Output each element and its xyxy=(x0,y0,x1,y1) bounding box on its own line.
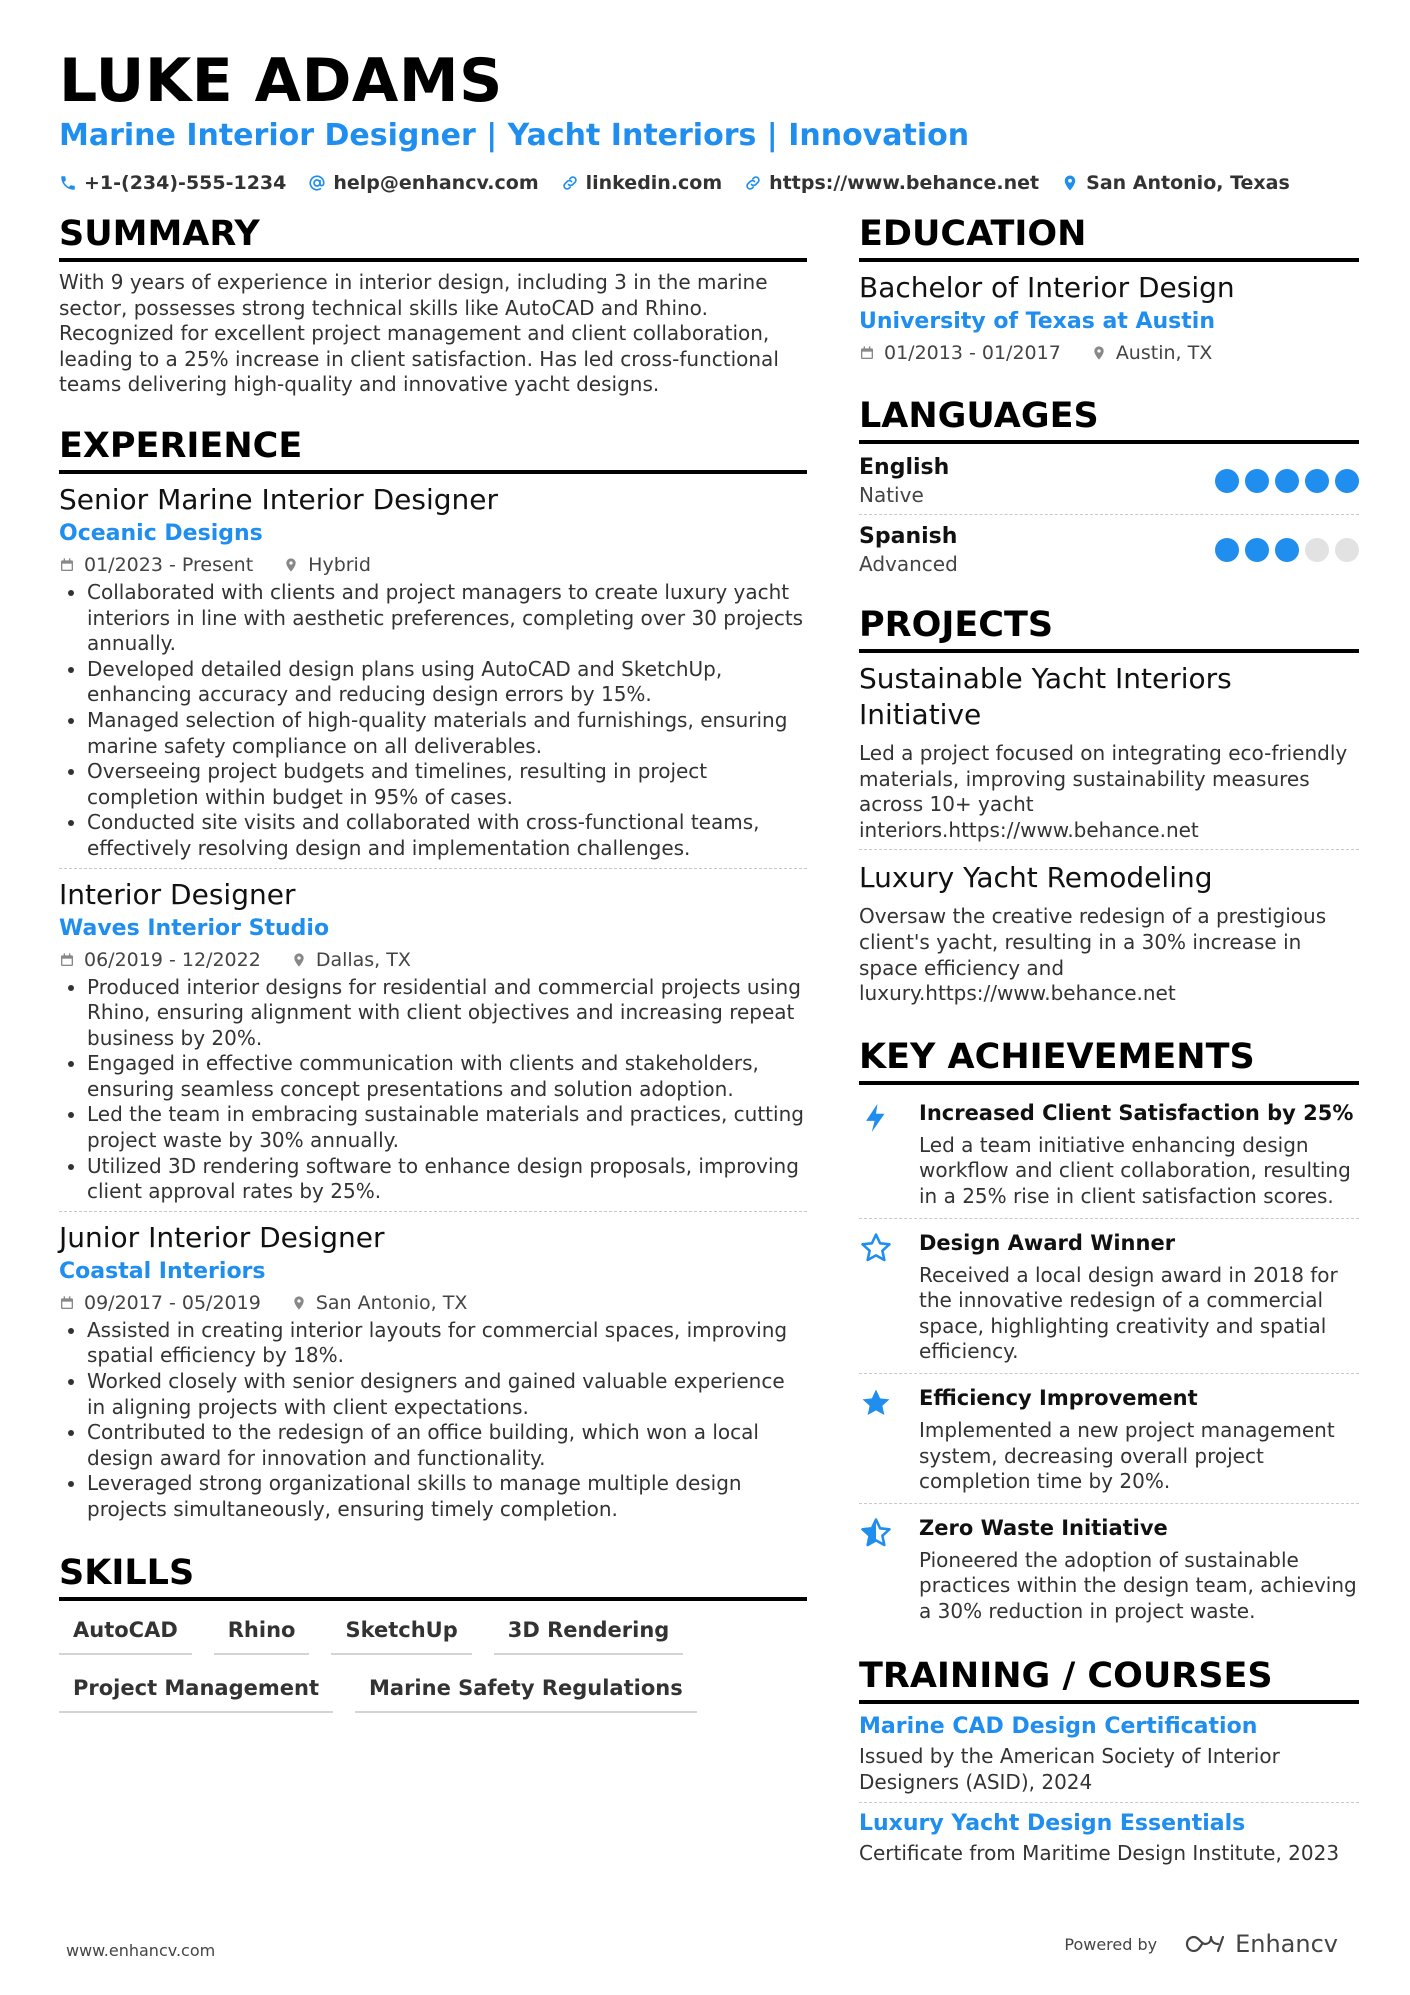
section-title-experience: EXPERIENCE xyxy=(59,424,807,474)
experience-section xyxy=(59,424,807,1529)
rating-dot-empty xyxy=(1335,538,1359,562)
language-rating xyxy=(1215,469,1359,493)
achievement-item xyxy=(859,1378,1359,1504)
achievements-section xyxy=(859,1035,1359,1633)
school-name: University of Texas at Austin xyxy=(859,309,1215,334)
course-description: Issued by the American Society of Interior Designers (ASID), 2024 xyxy=(859,1744,1280,1795)
contact-location-text: San Antonio, Texas xyxy=(1086,172,1290,194)
section-title-skills: SKILLS xyxy=(59,1551,807,1601)
star-filled-icon xyxy=(859,1382,919,1495)
project-title: Sustainable Yacht Interiors Initiative xyxy=(859,662,1232,731)
section-title-training: TRAINING / COURSES xyxy=(859,1654,1359,1704)
powered-by-label: Powered by xyxy=(1064,1934,1158,1954)
location-pin-icon xyxy=(1091,345,1107,361)
job-title: Interior Designer xyxy=(59,877,296,911)
list-item: • Engaged in effective communication with clients and stakeholders, ensuring seamless concept presentations and solution adoption. xyxy=(87,1051,807,1102)
projects-section xyxy=(859,603,1359,1013)
left-column xyxy=(59,212,807,1739)
calendar-icon xyxy=(859,345,875,361)
job-bullets xyxy=(59,1318,807,1523)
rating-dot-filled xyxy=(1245,469,1269,493)
list-item: • Worked closely with senior designers and gained valuable experience in aligning projects with client expectations. xyxy=(87,1369,807,1420)
section-title-education: EDUCATION xyxy=(859,212,1359,262)
job-bullets xyxy=(59,975,807,1205)
skill-tag: 3D Rendering xyxy=(494,1611,684,1655)
at-icon xyxy=(308,174,326,192)
job-location: San Antonio, TX xyxy=(291,1288,468,1318)
location-pin-icon xyxy=(291,1295,307,1311)
project-description: Oversaw the creative redesign of a prestigious client's yacht, resulting in a 30% increase in space efficiency and luxury.https://www.behance.net xyxy=(859,904,1327,1006)
language-name: Spanish xyxy=(859,524,958,549)
skill-tag: AutoCAD xyxy=(59,1611,192,1655)
skills-list xyxy=(59,1611,807,1713)
right-column xyxy=(859,212,1359,1898)
achievement-description: Pioneered the adoption of sustainable practices within the design team, achieving a 30% reduction in project waste. xyxy=(919,1547,1357,1623)
list-item: • Produced interior designs for residential and commercial projects using Rhino, ensuring alignment with client objectives and increasing repeat business by 20%. xyxy=(87,975,807,1052)
summary-text: With 9 years of experience in interior design, including 3 in the marine sector, possesses strong technical skills like AutoCAD and Rhino. Recognized for excellent project management and client collaboration, leading to a 25% increase in client satisfaction. Has led cross-functional teams delivering high-quality and innovative yacht designs. xyxy=(59,270,779,397)
phone-icon xyxy=(59,174,77,192)
education-section xyxy=(859,212,1359,368)
language-name: English xyxy=(859,455,950,480)
language-item xyxy=(859,521,1359,583)
contact-linkedin[interactable] xyxy=(561,172,723,194)
job-dates: 01/2023 - Present xyxy=(59,550,253,580)
achievement-description: Led a team initiative enhancing design workflow and client collaboration, resulting in a 25% rise in client satisfaction scores. xyxy=(919,1132,1351,1208)
list-item: • Leveraged strong organizational skills to manage multiple design projects simultaneously, ensuring timely completion. xyxy=(87,1471,807,1522)
headline: Marine Interior Designer | Yacht Interiors | Innovation xyxy=(59,118,970,153)
rating-dot-filled xyxy=(1275,538,1299,562)
skill-tag: Rhino xyxy=(214,1611,310,1655)
calendar-icon xyxy=(59,952,75,968)
degree-title: Bachelor of Interior Design xyxy=(859,271,1235,304)
job-meta xyxy=(59,945,807,975)
location-pin-icon xyxy=(291,952,307,968)
rating-dot-filled xyxy=(1215,538,1239,562)
company-name: Coastal Interiors xyxy=(59,1258,266,1284)
location-pin-icon xyxy=(283,557,299,573)
skill-tag: Project Management xyxy=(59,1669,333,1713)
rating-dot-filled xyxy=(1215,469,1239,493)
list-item: • Contributed to the redesign of an office building, which won a local design award for innovation and functionality. xyxy=(87,1420,807,1471)
list-item: • Overseeing project budgets and timelines, resulting in project completion within budget in 95% of cases. xyxy=(87,759,807,810)
achievement-description: Received a local design award in 2018 for the innovative redesign of a commercial space, highlighting creativity and spatial efficiency. xyxy=(919,1262,1338,1364)
rating-dot-filled xyxy=(1305,469,1329,493)
job-entry xyxy=(59,877,807,1212)
section-title-languages: LANGUAGES xyxy=(859,394,1359,444)
summary-section xyxy=(59,212,807,398)
rating-dot-filled xyxy=(1245,538,1269,562)
skill-tag: SketchUp xyxy=(331,1611,471,1655)
job-entry xyxy=(59,482,807,869)
project-item xyxy=(859,860,1359,1012)
project-title: Luxury Yacht Remodeling xyxy=(859,861,1213,895)
language-rating xyxy=(1215,538,1359,562)
footer-website[interactable]: www.enhancv.com xyxy=(66,1941,216,1960)
course-item xyxy=(859,1809,1359,1873)
education-meta xyxy=(859,338,1359,368)
rating-dot-filled xyxy=(1275,469,1299,493)
education-dates: 01/2013 - 01/2017 xyxy=(859,338,1061,368)
project-description: Led a project focused on integrating eco-friendly materials, improving sustainability measures across 10+ yacht interiors.https://www.behance.net xyxy=(859,741,1348,842)
list-item: • Utilized 3D rendering software to enhance design proposals, improving client approval rates by 25%. xyxy=(87,1154,807,1205)
contact-bar xyxy=(59,168,1312,198)
job-title: Senior Marine Interior Designer xyxy=(59,482,499,516)
list-item: • Assisted in creating interior layouts for commercial spaces, improving spatial efficiency by 18%. xyxy=(87,1318,807,1369)
section-title-projects: PROJECTS xyxy=(859,603,1359,653)
job-location: Dallas, TX xyxy=(291,945,411,975)
rating-dot-empty xyxy=(1305,538,1329,562)
calendar-icon xyxy=(59,1295,75,1311)
languages-section xyxy=(859,394,1359,583)
company-name: Waves Interior Studio xyxy=(59,915,330,941)
training-section xyxy=(859,1654,1359,1872)
lightning-bolt-icon xyxy=(859,1097,919,1210)
job-entry xyxy=(59,1220,807,1529)
course-item xyxy=(859,1712,1359,1802)
course-title: Luxury Yacht Design Essentials xyxy=(859,1810,1246,1836)
contact-behance[interactable] xyxy=(744,172,1039,194)
achievement-title: Efficiency Improvement xyxy=(919,1385,1198,1410)
project-item xyxy=(859,661,1359,850)
star-half-icon xyxy=(859,1512,919,1625)
candidate-name: LUKE ADAMS xyxy=(59,46,503,116)
job-dates: 06/2019 - 12/2022 xyxy=(59,945,261,975)
job-meta xyxy=(59,550,807,580)
job-dates: 09/2017 - 05/2019 xyxy=(59,1288,261,1318)
link-icon xyxy=(744,174,762,192)
contact-phone-text: +1-(234)-555-1234 xyxy=(84,172,287,194)
rating-dot-filled xyxy=(1335,469,1359,493)
link-icon xyxy=(561,174,579,192)
achievement-item xyxy=(859,1223,1359,1374)
language-level: Advanced xyxy=(859,552,958,576)
achievement-description: Implemented a new project management system, decreasing overall project completion time by 20%. xyxy=(919,1417,1335,1494)
list-item: • Collaborated with clients and project managers to create luxury yacht interiors in line with aesthetic preferences, completing over 30 projects annually. xyxy=(87,580,807,657)
list-item: • Developed detailed design plans using AutoCAD and SketchUp, enhancing accuracy and reducing design errors by 15%. xyxy=(87,657,807,708)
list-item: • Led the team in embracing sustainable materials and practices, cutting project waste by 30% annually. xyxy=(87,1102,807,1153)
job-meta xyxy=(59,1288,807,1318)
course-description: Certificate from Maritime Design Institute, 2023 xyxy=(859,1840,1340,1865)
education-location: Austin, TX xyxy=(1091,338,1212,368)
brand-logo[interactable] xyxy=(1183,1930,1338,1958)
skills-section xyxy=(59,1551,807,1713)
job-bullets xyxy=(59,580,807,862)
enhancv-logo-icon xyxy=(1183,1932,1227,1956)
language-level: Native xyxy=(859,483,924,507)
calendar-icon xyxy=(59,557,75,573)
course-title: Marine CAD Design Certification xyxy=(859,1714,1258,1740)
contact-linkedin-text: linkedin.com xyxy=(585,172,723,194)
location-pin-icon xyxy=(1061,174,1079,192)
contact-email[interactable] xyxy=(308,172,538,194)
company-name: Oceanic Designs xyxy=(59,520,263,546)
section-title-achievements: KEY ACHIEVEMENTS xyxy=(859,1035,1359,1085)
contact-email-text: help@enhancv.com xyxy=(333,172,539,194)
star-outline-icon xyxy=(859,1227,919,1365)
skill-tag: Marine Safety Regulations xyxy=(355,1669,697,1713)
language-item xyxy=(859,452,1359,515)
contact-location xyxy=(1061,172,1290,194)
footer-branding xyxy=(1064,1930,1338,1958)
achievement-title: Increased Client Satisfaction by 25% xyxy=(919,1100,1354,1125)
contact-behance-text: https://www.behance.net xyxy=(769,172,1040,194)
job-title: Junior Interior Designer xyxy=(59,1220,385,1254)
section-title-summary: SUMMARY xyxy=(59,212,807,262)
contact-phone[interactable] xyxy=(59,172,286,194)
achievement-title: Zero Waste Initiative xyxy=(919,1515,1168,1540)
achievement-item xyxy=(859,1508,1359,1633)
achievement-item xyxy=(859,1093,1359,1219)
achievement-title: Design Award Winner xyxy=(919,1230,1176,1255)
brand-name: Enhancv xyxy=(1235,1930,1338,1958)
list-item: • Conducted site visits and collaborated with cross-functional teams, effectively resolving design and implementation challenges. xyxy=(87,810,807,861)
list-item: • Managed selection of high-quality materials and furnishings, ensuring marine safety compliance on all deliverables. xyxy=(87,708,807,759)
job-location: Hybrid xyxy=(283,550,371,580)
